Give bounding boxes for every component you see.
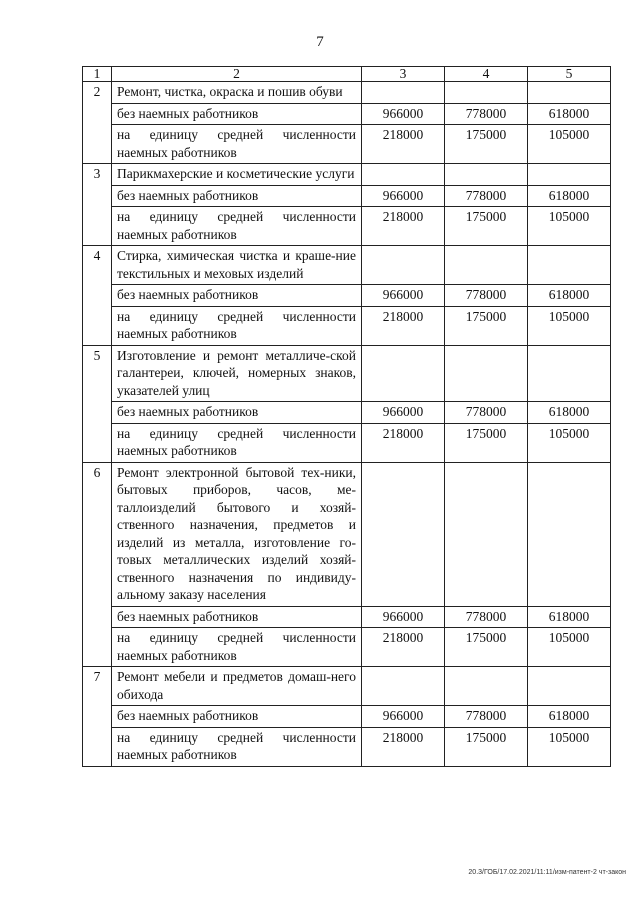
table-row [83, 185, 611, 207]
row-label-without-employees: без наемных работников [112, 285, 362, 307]
table-row [83, 82, 611, 104]
value-cell: 175000 [445, 125, 528, 164]
value-cell: 778000 [445, 606, 528, 628]
row-number: 2 [83, 82, 112, 164]
value-cell: 618000 [528, 402, 611, 424]
value-cell: 618000 [528, 706, 611, 728]
table-row [83, 727, 611, 766]
table-row [83, 125, 611, 164]
column-header-1: 1 [83, 67, 112, 82]
row-label-without-employees: без наемных работников [112, 185, 362, 207]
activity-title: Парикмахерские и косметические услуги [112, 164, 362, 186]
row-number: 4 [83, 246, 112, 346]
column-header-3: 3 [362, 67, 445, 82]
value-cell: 175000 [445, 727, 528, 766]
table-row [83, 306, 611, 345]
table-row [83, 207, 611, 246]
rates-table [82, 66, 611, 767]
value-cell: 778000 [445, 103, 528, 125]
value-cell: 966000 [362, 103, 445, 125]
table-row [83, 706, 611, 728]
row-label-without-employees: без наемных работников [112, 706, 362, 728]
value-cell: 175000 [445, 423, 528, 462]
row-label-without-employees: без наемных работников [112, 402, 362, 424]
value-cell: 175000 [445, 628, 528, 667]
row-number: 6 [83, 462, 112, 667]
row-label-per-employee: на единицу средней численности наемных работников [112, 423, 362, 462]
value-cell: 105000 [528, 306, 611, 345]
value-cell: 778000 [445, 706, 528, 728]
value-cell: 218000 [362, 207, 445, 246]
activity-title: Ремонт, чистка, окраска и пошив обуви [112, 82, 362, 104]
table-row [83, 667, 611, 706]
value-cell: 218000 [362, 628, 445, 667]
table-row [83, 345, 611, 402]
row-label-per-employee: на единицу средней численности наемных работников [112, 727, 362, 766]
row-label-without-employees: без наемных работников [112, 103, 362, 125]
row-label-per-employee: на единицу средней численности наемных работников [112, 306, 362, 345]
value-cell: 966000 [362, 706, 445, 728]
value-cell: 105000 [528, 207, 611, 246]
table-row [83, 285, 611, 307]
row-label-per-employee: на единицу средней численности наемных работников [112, 628, 362, 667]
value-cell: 618000 [528, 185, 611, 207]
activity-title: Ремонт электронной бытовой тех-ники, бытовых приборов, часов, ме-таллоизделий бытового и хозяй-ственного назначения, предметов и изделий из металла, изготовление го-товых металлических изделий хозяй-ственного назначения по индивиду-альному заказу населения [112, 462, 362, 606]
value-cell: 618000 [528, 606, 611, 628]
row-label-per-employee: на единицу средней численности наемных работников [112, 207, 362, 246]
value-cell: 778000 [445, 185, 528, 207]
value-cell: 618000 [528, 103, 611, 125]
value-cell: 618000 [528, 285, 611, 307]
value-cell: 218000 [362, 306, 445, 345]
table-header-row [83, 67, 611, 82]
row-label-per-employee: на единицу средней численности наемных работников [112, 125, 362, 164]
row-number: 3 [83, 164, 112, 246]
page-number: 7 [316, 34, 324, 50]
table-row [83, 628, 611, 667]
value-cell: 966000 [362, 606, 445, 628]
table-row [83, 103, 611, 125]
table-row [83, 164, 611, 186]
value-cell: 966000 [362, 402, 445, 424]
row-number: 7 [83, 667, 112, 767]
column-header-5: 5 [528, 67, 611, 82]
activity-title: Ремонт мебели и предметов домаш-него обихода [112, 667, 362, 706]
value-cell: 105000 [528, 423, 611, 462]
value-cell: 105000 [528, 727, 611, 766]
value-cell: 175000 [445, 306, 528, 345]
value-cell: 218000 [362, 423, 445, 462]
activity-title: Стирка, химическая чистка и краше-ние текстильных и меховых изделий [112, 246, 362, 285]
value-cell: 105000 [528, 628, 611, 667]
document-footer-code: 20.3/ГОБ/17.02.2021/11:11/изм-патент-2 чт-закон [468, 869, 626, 876]
table-row [83, 402, 611, 424]
value-cell: 105000 [528, 125, 611, 164]
value-cell: 778000 [445, 402, 528, 424]
table-row [83, 606, 611, 628]
value-cell: 778000 [445, 285, 528, 307]
column-header-2: 2 [112, 67, 362, 82]
row-label-without-employees: без наемных работников [112, 606, 362, 628]
value-cell: 966000 [362, 285, 445, 307]
value-cell: 218000 [362, 125, 445, 164]
value-cell: 966000 [362, 185, 445, 207]
row-number: 5 [83, 345, 112, 462]
value-cell: 218000 [362, 727, 445, 766]
activity-title: Изготовление и ремонт металличе-ской галантереи, ключей, номерных знаков, указателей улиц [112, 345, 362, 402]
table-row [83, 423, 611, 462]
table-row [83, 462, 611, 606]
column-header-4: 4 [445, 67, 528, 82]
table-row [83, 246, 611, 285]
value-cell: 175000 [445, 207, 528, 246]
